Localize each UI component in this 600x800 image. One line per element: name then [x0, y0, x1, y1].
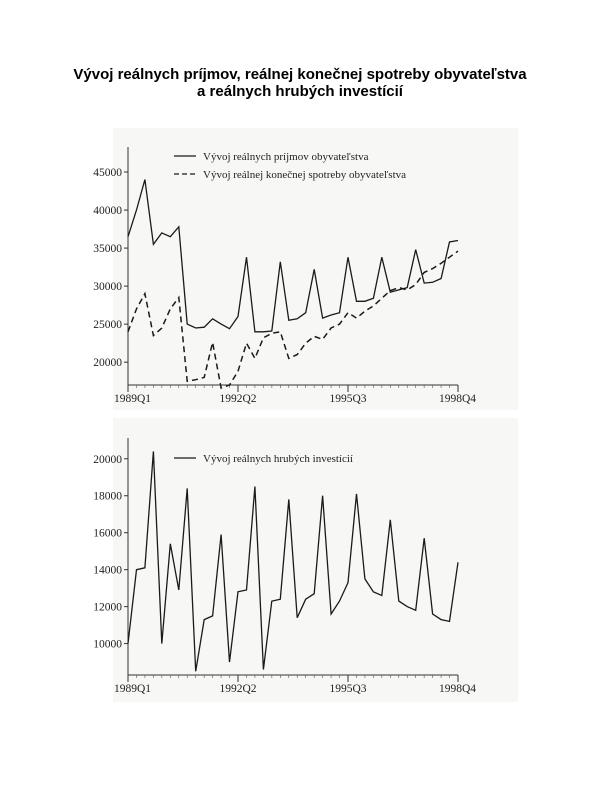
- page-title-line-2: a reálnych hrubých investícií: [197, 83, 403, 100]
- series-line-bottom-0: [128, 451, 458, 671]
- page-title-line-1: Vývoj reálnych príjmov, reálnej konečnej spotreby obyvateľstva: [73, 66, 527, 83]
- y-tick-label-top-45000: 45000: [93, 167, 122, 180]
- x-tick-label-top-1995Q3: 1995Q3: [329, 393, 367, 405]
- x-tick-label-top-1998Q4: 1998Q4: [438, 393, 476, 405]
- y-tick-label-bottom-20000: 20000: [93, 453, 122, 466]
- x-tick-label-top-1992Q2: 1992Q2: [219, 393, 257, 405]
- y-tick-label-bottom-10000: 10000: [93, 638, 122, 651]
- x-tick-label-top-1989Q1: 1989Q1: [114, 393, 152, 405]
- y-tick-label-bottom-12000: 12000: [93, 601, 122, 614]
- y-tick-label-top-20000: 20000: [93, 357, 122, 370]
- legend-label-bottom-0: Vývoj reálnych hrubých investícií: [203, 453, 353, 465]
- y-tick-label-top-35000: 35000: [93, 243, 122, 256]
- legend-label-top-0: Vývoj reálnych príjmov obyvateľstva: [203, 151, 369, 163]
- x-tick-label-bottom-1995Q3: 1995Q3: [329, 683, 367, 695]
- y-tick-label-bottom-18000: 18000: [93, 490, 122, 503]
- x-tick-label-bottom-1992Q2: 1992Q2: [219, 683, 257, 695]
- x-tick-label-bottom-1998Q4: 1998Q4: [438, 683, 476, 695]
- y-tick-label-bottom-16000: 16000: [93, 527, 122, 540]
- legend-label-top-1: Vývoj reálnej konečnej spotreby obyvateľstva: [203, 169, 407, 181]
- series-line-top-0: [128, 180, 458, 332]
- y-tick-label-top-40000: 40000: [93, 205, 122, 218]
- y-tick-label-top-30000: 30000: [93, 281, 122, 294]
- x-tick-label-bottom-1989Q1: 1989Q1: [114, 683, 152, 695]
- y-tick-label-bottom-14000: 14000: [93, 564, 122, 577]
- y-tick-label-top-25000: 25000: [93, 319, 122, 332]
